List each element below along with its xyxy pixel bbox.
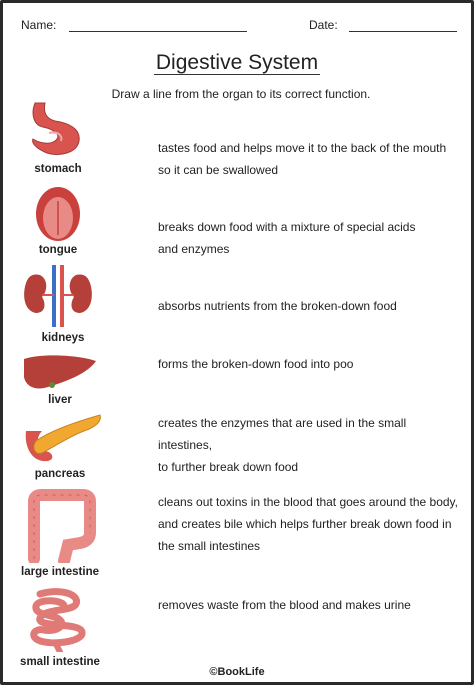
liver-image[interactable] [13, 351, 103, 393]
function-2[interactable] [158, 216, 458, 260]
liver-icon [18, 351, 98, 393]
instruction: Draw a line from the organ to its correct function. [111, 87, 371, 101]
kidneys-icon [18, 265, 98, 327]
small-intestine-image[interactable] [15, 586, 105, 652]
function-6-line-1: cleans out toxins in the blood that goes around the body, [158, 495, 458, 509]
organ-label-small-intestine: small intestine [20, 656, 100, 668]
function-1-line-2: so it can be swallowed [158, 163, 279, 177]
function-1-line-1: tastes food and helps move it to the back of the mouth [158, 141, 447, 155]
large-intestine-icon [18, 489, 102, 563]
function-1[interactable] [158, 137, 458, 181]
large-intestine-image[interactable] [15, 489, 105, 563]
organ-label-kidneys: kidneys [41, 332, 85, 344]
function-7-line-1: removes waste from the blood and makes urine [158, 598, 411, 612]
date-label: Date: [309, 18, 338, 32]
function-6[interactable] [158, 491, 458, 557]
stomach-image[interactable] [13, 99, 103, 159]
page-title [3, 51, 471, 75]
small-intestine-icon [20, 586, 100, 652]
pancreas-image[interactable] [17, 411, 107, 465]
date-line[interactable] [349, 31, 457, 32]
function-4-line-1: forms the broken-down food into poo [158, 357, 354, 371]
function-3[interactable] [158, 295, 458, 317]
function-5-line-2: to further break down food [158, 460, 299, 474]
organ-label-liver: liver [48, 394, 72, 406]
function-5-line-1: creates the enzymes that are used in the small intestines, [158, 416, 407, 452]
tongue-icon [28, 185, 88, 243]
tongue-image[interactable] [13, 185, 103, 243]
pancreas-icon [20, 411, 104, 465]
function-7[interactable] [158, 594, 458, 616]
function-3-line-1: absorbs nutrients from the broken-down food [158, 299, 397, 313]
function-4[interactable] [158, 353, 458, 375]
function-6-line-2: and creates bile which helps further break down food in [158, 517, 452, 531]
footer-brand: ©BookLife [209, 666, 265, 678]
name-label: Name: [21, 18, 57, 32]
function-2-line-2: and enzymes [158, 242, 230, 256]
organ-label-pancreas: pancreas [34, 468, 86, 480]
title-text: Digestive System [155, 51, 319, 74]
kidneys-image[interactable] [13, 265, 103, 327]
organ-label-tongue: tongue [38, 244, 78, 256]
organ-label-large-intestine: large intestine [21, 566, 99, 578]
stomach-icon [23, 99, 93, 159]
name-line[interactable] [69, 31, 247, 32]
function-5[interactable] [158, 412, 458, 478]
function-6-line-3: the small intestines [158, 539, 261, 553]
function-2-line-1: breaks down food with a mixture of special acids [158, 220, 416, 234]
organ-label-stomach: stomach [34, 163, 82, 175]
